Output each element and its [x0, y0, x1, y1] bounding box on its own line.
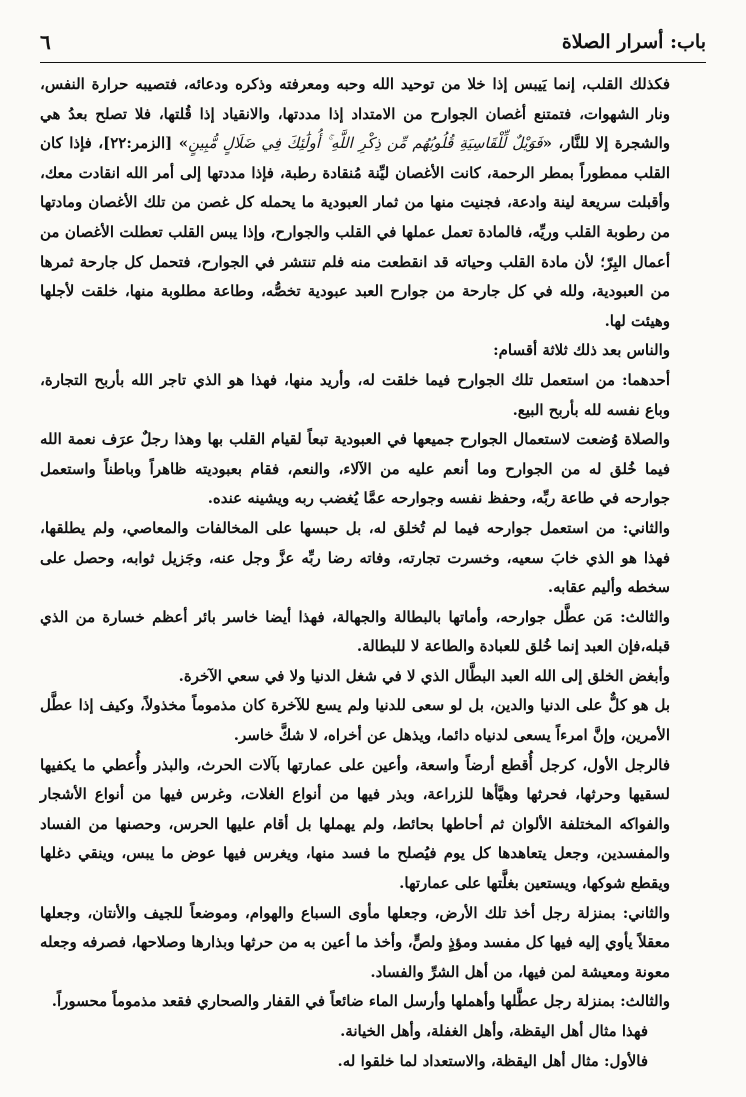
- page-number: ٦: [40, 30, 51, 54]
- page-header: [40, 26, 706, 58]
- quran-verse: فَوَيْلٌ لِّلْقَاسِيَةِ قُلُوبُهُم مِّن ذِكْرِ اللَّهِ ۚ أُولَٰئِكَ فِي ضَلَالٍ مُّبِينٍ: [188, 134, 543, 153]
- paragraph-text: » [الزمر:٢٢]، فإذا كان القلب ممطوراً بمطر الرحمة، كانت الأغصان ليِّنة مُنقادة رطبة، فإذا مددتها إلى أمر الله انقادت معك، وأقبلت سريعة لينة وادعة، فجنيت منها من ثمار العبودية ما يحمله كل غصن من تلك الأغصان ومادتها من رطوبة القلب وريِّه، فالمادة تعمل عملها في القلب والجوارح، وإذا يبس القلب تعطلت الأغصان من أعمال البِرّ؛ لأن مادة القلب وحياته قد انقطعت منه فلم تنتشر في الجوارح، فتحمل كل جارحة ثمرها من العبودية، ولله في كل جارحة من جوارح العبد عبودية تخصُّه، وطاعة مطلوبة منها، خلقت لأجلها وهيئت لها.: [40, 134, 670, 330]
- paragraph-third-man: والثالث: بمنزلة رجل عطَّلها وأهملها وأرسل الماء ضائعاً في القفار والصحاري فقعد مذموماً محسوراً.: [51, 992, 670, 1011]
- paragraph-people-types: والناس بعد ذلك ثلاثة أقسام:: [493, 341, 670, 360]
- page-body: [40, 70, 706, 1076]
- paragraph-prayer: والصلاة وُضعت لاستعمال الجوارح جميعها في العبودية تبعاً لقيام القلب بها وهذا رجلٌ عرَف نعمة الله فيما خُلق له من الجوارح وما أنعم عليه من الآلاء، والنعم، فقام بعبوديته ظاهراً وباطناً واستعمل جوارحه في طاعة ربِّه، وحفظ نفسه وجوارحه عمَّا يُغضب ربه ويشينه عنده.: [40, 430, 670, 508]
- paragraph-third-type: والثالث: مَن عطَّل جوارحه، وأماتها بالبطالة والجهالة، فهذا أيضا خاسر بائر أعظم خسارة من الذي قبله،فإن العبد إنما خُلق للعبادة والطاعة لا للبطالة.: [40, 607, 670, 656]
- paragraph-first-type: أحدهما: من استعمل تلك الجوارح فيما خلقت له، وأريد منها، فهذا هو الذي تاجر الله بأربح التجارة، وباع نفسه لله بأربح البيع.: [40, 370, 670, 419]
- paragraph-heart: [40, 70, 706, 336]
- paragraph-first-example: فالأول: مثال أهل اليقظة، والاستعداد لما خلقوا له.: [337, 1051, 648, 1070]
- paragraph-second-man: والثاني: بمنزلة رجل أخذ تلك الأرض، وجعلها مأوى السباع والهوام، وموضعاً للجيف والأنتان، وجعلها معقلاً يأوي إليه فيها كل مفسد ومؤذٍ ولصٍّ، وأخذ ما أعين به من حرثها وبذارها وصلاحها، فصرفه وجعله معونة ومعيشة لمن فيها، من أهل الشرِّ والفساد.: [40, 903, 670, 981]
- chapter-title: باب: أسرار الصلاة: [561, 31, 706, 53]
- paragraph-second-type: والثاني: من استعمل جوارحه فيما لم تُخلق له، بل حبسها على المخالفات والمعاصي، ولم يطلقها، فهذا هو الذي خابَ سعيه، وخسرت تجارته، وفاته رضا ربِّه عزَّ وجل عنه، وجَزيل ثوابه، وحصل على سخطه وأليم عقابه.: [40, 518, 670, 597]
- header-rule: [40, 62, 706, 63]
- paragraph-text: فكذلك القلب، إنما يَيبس إذا خلا من توحيد الله وحبه ومعرفته وذكره ودعائه، فتصيبه حرارة النفس، ونار الشهوات، فتمتنع أغصان الجوارح من الامتداد إذا مددتها، والانقياد إذا قُلتها، فلا تصلح بعدُ هي والشجرة إلا للنَّار، «: [40, 75, 670, 153]
- paragraph-idle-servant: وأبغض الخلق إلى الله العبد البطَّال الذي لا في شغل الدنيا ولا في سعي الآخرة.: [178, 666, 670, 685]
- paragraph-first-man: فالرجل الأول، كرجل أُقطع أرضاً واسعة، وأعين على عمارتها بآلات الحرث، والبذر وأُعطي ما يكفيها لسقيها وحرثها، فحرثها وهيَّأها للزراعة، وبذر فيها من أنواع الغلات، وغرس فيها من أنواع الأشجار والفواكه المختلفة الألوان ثم أحاطها بحائط، ولم يهملها بل أقام عليها الحرس، وحصنها من الفساد والمفسدين، وجعل يتعاهدها كل يوم فيُصلح ما فسد منها، ويغرس فيها عوض ما يبس، وينقي دغلها ويقطع شوكها، ويستعين بغلَّتها على عمارتها.: [40, 755, 670, 893]
- paragraph-summary: فهذا مثال أهل اليقظة، وأهل الغفلة، وأهل الخيانة.: [340, 1022, 648, 1040]
- paragraph-burden: بل هو كلٌّ على الدنيا والدين، بل لو سعى للدنيا ولم يسع للآخرة كان مذموماً مخذولاً، وكيف إذا عطَّل الأمرين، وإنَّ امرءاً يسعى لدنياه دائما، ويذهل عن أخراه، لا شكَّ خاسر.: [40, 696, 670, 745]
